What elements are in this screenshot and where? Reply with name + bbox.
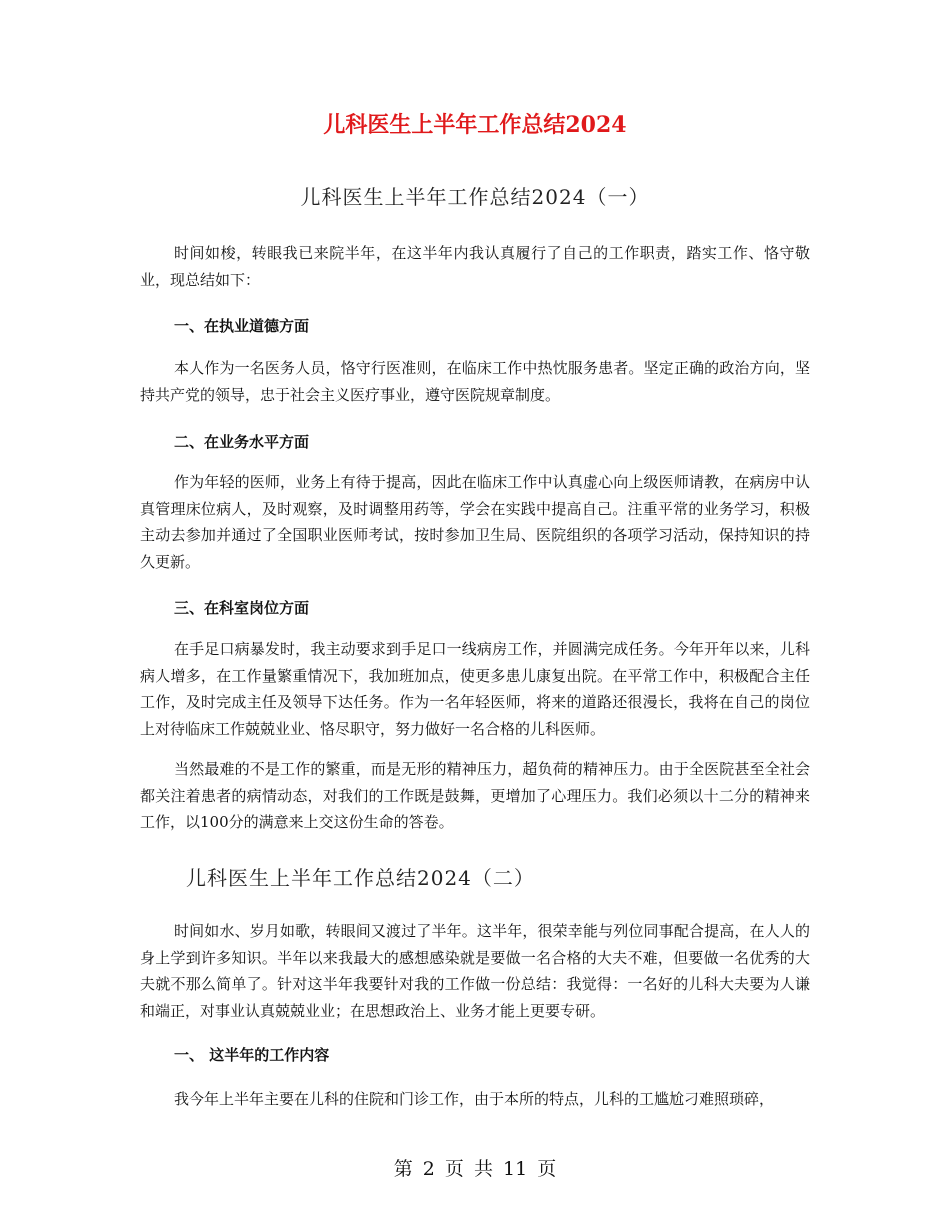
section-1-paragraph-4: 当然最难的不是工作的繁重，而是无形的精神压力，超负荷的精神压力。由于全医院甚至全社会都关注着患者的病情动态，对我们的工作既是鼓舞，更增加了心理压力。我们必须以十二分的精神来工作，以100分的满意来上交这份生命的答卷。 — [140, 760, 810, 831]
document-title: 儿科医生上半年工作总结2024 — [323, 112, 627, 138]
section-1-paragraph-1: 本人作为一名医务人员，恪守行医准则，在临床工作中热忱服务患者。坚定正确的政治方向，坚持共产党的领导，忠于社会主义医疗事业，遵守医院规章制度。 — [140, 359, 810, 404]
section-2-paragraph-1: 我今年上半年主要在儿科的住院和门诊工作，由于本所的特点，儿科的工尴尬刁难照琐碎， — [174, 1090, 775, 1108]
section-2-heading-1: 一、 这半年的工作内容 — [174, 1046, 330, 1064]
section-2-intro: 时间如水、岁月如歌，转眼间又渡过了半年。这半年，很荣幸能与列位同事配合提高，在人人的身上学到许多知识。半年以来我最大的感想感染就是要做一名合格的大夫不难，但要做一名优秀的大夫就不那么简单了。针对这半年我要针对我的工作做一份总结：我觉得：一名好的儿科大夫要为人谦和端正，对事业认真兢兢业业；在思想政治上、业务才能上更要专研。 — [140, 922, 810, 1020]
section-2-subtitle: 儿科医生上半年工作总结2024（二） — [186, 866, 535, 890]
page-number-footer: 第 2 页 共 11 页 — [393, 1158, 557, 1180]
section-1-heading-2: 二、在业务水平方面 — [174, 433, 310, 451]
section-1-heading-1: 一、在执业道德方面 — [174, 317, 310, 335]
section-1-paragraph-2: 作为年轻的医师，业务上有待于提高，因此在临床工作中认真虚心向上级医师请教，在病房中认真管理床位病人，及时观察，及时调整用药等，学会在实践中提高自己。注重平常的业务学习，积极主动去参加并通过了全国职业医师考试，按时参加卫生局、医院组织的各项学习活动，保持知识的持久更新。 — [140, 473, 810, 571]
section-1-intro: 时间如梭，转眼我已来院半年，在这半年内我认真履行了自己的工作职责，踏实工作、恪守敬业，现总结如下： — [140, 244, 810, 289]
section-1-subtitle: 儿科医生上半年工作总结2024（一） — [300, 185, 650, 209]
section-1-heading-3: 三、在科室岗位方面 — [174, 599, 310, 617]
section-1-paragraph-3: 在手足口病暴发时，我主动要求到手足口一线病房工作，并圆满完成任务。今年开年以来，儿科病人增多，在工作量繁重情况下，我加班加点，使更多患儿康复出院。在平常工作中，积极配合主任工作，及时完成主任及领导下达任务。作为一名年轻医师，将来的道路还很漫长，我将在自己的岗位上对待临床工作兢兢业业、恪尽职守，努力做好一名合格的儿科医师。 — [140, 640, 810, 738]
